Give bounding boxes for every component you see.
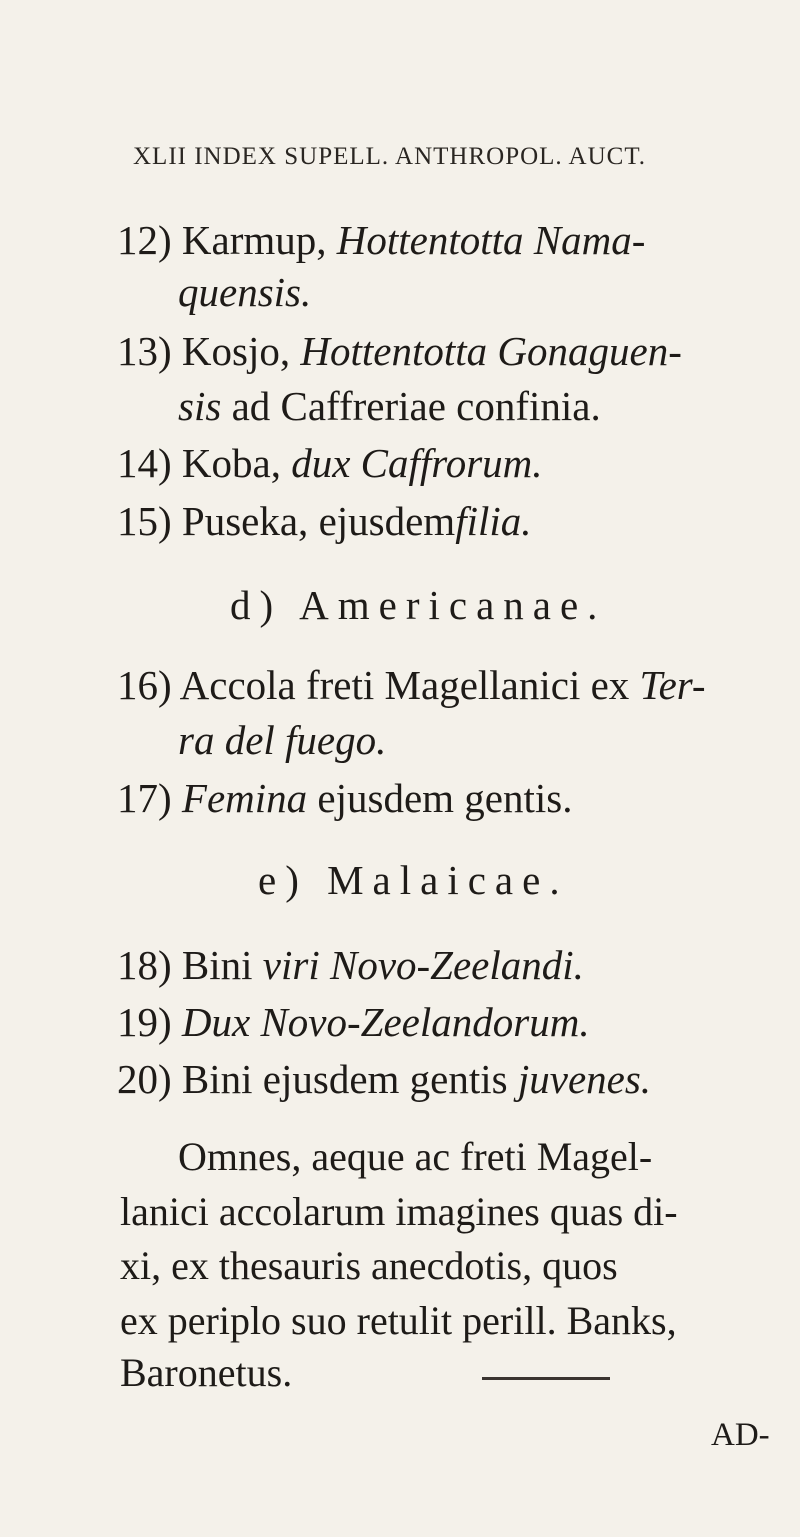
- entry-13-line-2: [178, 383, 601, 429]
- section-heading-malaicae: e) Malaicae.: [258, 857, 569, 903]
- entry-number: 15): [117, 498, 172, 544]
- entry-description: Dux Novo-Zeelandorum.: [181, 999, 590, 1045]
- entry-description: Ter-: [639, 662, 706, 708]
- ornamental-rule: [482, 1377, 610, 1380]
- entry-16-line-1: [117, 662, 706, 708]
- entry-17: [117, 775, 573, 821]
- paragraph-line: xi, ex thesauris anecdotis, quos: [120, 1243, 618, 1288]
- entry-description: Hottentotta Nama-: [336, 217, 646, 263]
- entry-name: Karmup,: [181, 217, 327, 263]
- entry-description: juvenes.: [517, 1056, 652, 1102]
- entry-name: Puseka,: [181, 498, 309, 544]
- entry-description: dux Caffrorum.: [291, 440, 543, 486]
- entry-text: ejusdem: [318, 498, 456, 544]
- paragraph-line: Omnes, aeque ac freti Magel-: [178, 1134, 653, 1179]
- entry-name: Koba,: [181, 440, 281, 486]
- entry-text: Bini ejusdem gentis: [181, 1056, 508, 1102]
- entry-16-line-2: ra del fuego.: [178, 717, 387, 763]
- entry-13-line-1: [117, 328, 682, 374]
- entry-text: ejusdem gentis.: [317, 775, 573, 821]
- entry-description: sis: [178, 383, 222, 429]
- paragraph-line: lanici accolarum imagines quas di-: [120, 1189, 678, 1234]
- entry-number: 14): [117, 440, 172, 486]
- entry-14: [117, 440, 543, 486]
- entry-text: Bini: [181, 942, 253, 988]
- entry-description: filia.: [455, 498, 532, 544]
- running-header: XLII INDEX SUPELL. ANTHROPOL. AUCT.: [133, 143, 646, 170]
- entry-20: [117, 1056, 652, 1102]
- entry-number: 19): [117, 999, 172, 1045]
- paragraph-line: Baronetus.: [120, 1350, 293, 1395]
- entry-number: 13): [117, 328, 172, 374]
- entry-15: [117, 498, 532, 544]
- entry-text: ad Caffreriae confinia.: [231, 383, 601, 429]
- entry-text: Accola freti Magellanici ex: [179, 662, 630, 708]
- entry-number: 20): [117, 1056, 172, 1102]
- entry-12-line-2: quensis.: [178, 269, 312, 315]
- entry-description: Hottentotta Gonaguen-: [300, 328, 682, 374]
- entry-number: 18): [117, 942, 172, 988]
- catchword: AD-: [711, 1417, 770, 1453]
- entry-12-line-1: [117, 217, 646, 263]
- entry-number: 16): [117, 662, 172, 708]
- entry-18: [117, 942, 584, 988]
- entry-number: 17): [117, 775, 172, 821]
- entry-name: Kosjo,: [181, 328, 291, 374]
- section-heading-americanae: d) Americanae.: [230, 582, 607, 628]
- paragraph-line: ex periplo suo retulit perill. Banks,: [120, 1298, 677, 1343]
- entry-description: viri Novo-Zeelandi.: [262, 942, 584, 988]
- entry-description: Femina: [181, 775, 308, 821]
- entry-19: [117, 999, 590, 1045]
- entry-number: 12): [117, 217, 172, 263]
